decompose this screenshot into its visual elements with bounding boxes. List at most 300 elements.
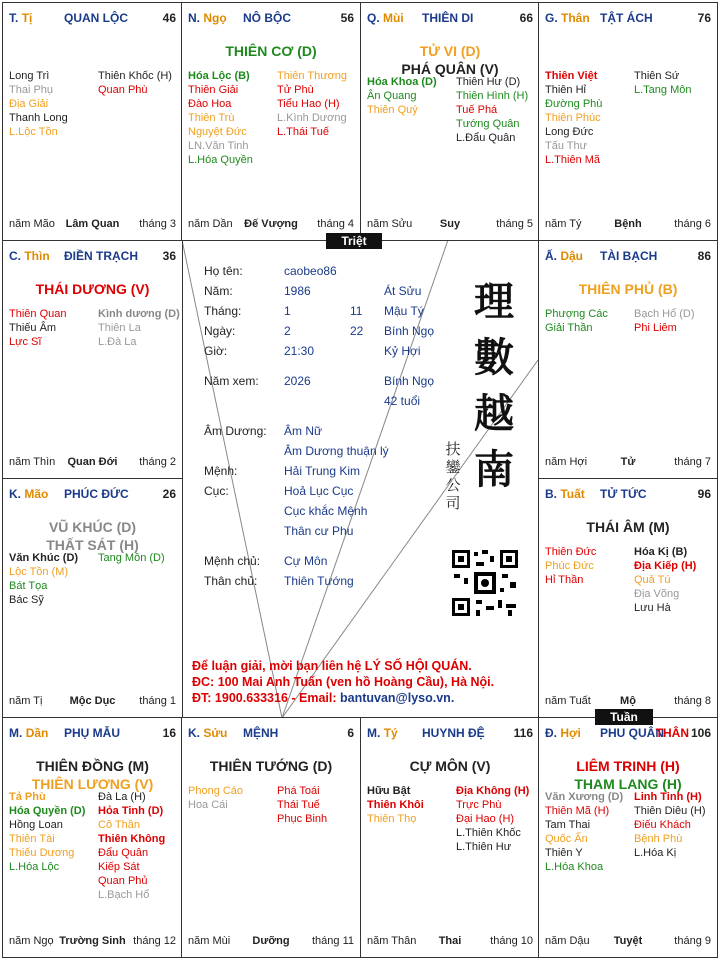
palace-age: 6 [347, 726, 354, 740]
value-ngay-can-chi: Bính Ngọ [384, 324, 435, 338]
palace-branch [9, 726, 48, 740]
palace-header [188, 726, 354, 742]
palace-header [367, 11, 533, 27]
palace-branch-name: Thìn [24, 249, 50, 263]
label-menh-chu: Mệnh chủ: [204, 554, 261, 568]
right-stars [98, 307, 180, 349]
minor-star: Lực Sĩ [9, 336, 42, 348]
minor-star: Phục Binh [277, 813, 328, 825]
palace-header [545, 11, 711, 27]
minor-star: L.Thiên Mã [545, 154, 601, 166]
minor-star: Thiên Trù [188, 112, 235, 124]
palace-year: năm Dần [188, 218, 233, 230]
minor-star: L.Hóa Kị [634, 847, 677, 859]
palace-footer [545, 456, 711, 470]
palace-ty[interactable] [360, 717, 540, 958]
minor-star: Ân Quang [367, 90, 417, 102]
palace-month: tháng 10 [490, 935, 533, 947]
minor-star: Thiên Y [545, 847, 583, 859]
palace-branch [188, 726, 227, 740]
value-cuc: Hoả Lục Cục [284, 484, 354, 498]
palace-month: tháng 7 [674, 456, 711, 468]
value-nam-xem-can-chi: Bính Ngọ [384, 374, 435, 388]
palace-footer [545, 218, 711, 232]
minor-star: Thiên Phúc [545, 112, 601, 124]
palace-stage: Đế Vượng [244, 218, 298, 230]
palace-age: 16 [162, 726, 176, 740]
left-stars [545, 307, 608, 335]
minor-star: L.Kình Dương [277, 112, 347, 124]
palace-branch [188, 11, 227, 25]
center-info-panel [182, 240, 538, 718]
palace-header [9, 11, 176, 27]
palace-year: năm Ngọ [9, 935, 54, 947]
minor-star: Bạch Hổ (D) [634, 308, 695, 320]
minor-star: Quan Phù [98, 84, 148, 96]
palace-suu[interactable] [181, 717, 361, 958]
main-star: VŨ KHÚC (D) [48, 519, 137, 535]
minor-star: Hoa Cái [188, 799, 228, 811]
palace-stage: Mộ [620, 695, 636, 707]
palace-stem: G. [545, 11, 558, 25]
minor-star: L.Thiên Khốc [456, 827, 521, 839]
minor-star: Phúc Đức [545, 560, 594, 572]
left-stars [9, 307, 66, 349]
minor-star: Bệnh Phù [634, 833, 683, 845]
left-stars [188, 784, 243, 812]
palace-footer [367, 935, 533, 949]
minor-star: Hóa Khoa (D) [367, 76, 437, 88]
seal-char: 數 [474, 334, 514, 381]
palace-branch [367, 11, 404, 25]
minor-star: L.Hóa Khoa [545, 861, 604, 873]
palace-branch-name: Dậu [560, 249, 584, 263]
main-star: THIÊN PHỦ (B) [578, 281, 678, 297]
palace-stem: Đ. [545, 726, 557, 740]
contact-line-2: ĐC: 100 Mai Anh Tuấn (ven hồ Hoàng Cầu), Hà Nội. [192, 675, 495, 689]
palace-footer [367, 218, 533, 232]
minor-star: Quả Tú [634, 574, 671, 586]
palace-header [188, 11, 354, 27]
minor-star: Hữu Bật [367, 785, 411, 797]
right-stars [456, 784, 529, 854]
palace-thin[interactable] [2, 240, 183, 479]
minor-star: Tả Phù [9, 791, 46, 803]
minor-star: Kình dương (D) [98, 308, 180, 320]
palace-branch [545, 487, 585, 501]
label-am-duong: Âm Dương: [204, 424, 267, 438]
palace-age: 56 [340, 11, 354, 25]
minor-star: Hỉ Thần [545, 574, 584, 586]
palace-month: tháng 4 [317, 218, 354, 230]
minor-star: Thiên Thọ [367, 813, 417, 825]
minor-star: Giải Thần [545, 322, 593, 334]
value-gio: 21:30 [284, 344, 315, 358]
minor-star: Văn Khúc (D) [9, 552, 79, 564]
palace-footer [9, 456, 176, 470]
value-thang-am: 11 [350, 304, 363, 318]
palace-branch [9, 11, 32, 25]
main-star: THÁI DƯƠNG (V) [35, 281, 150, 297]
main-star: THIÊN CƠ (D) [225, 43, 317, 59]
left-stars [9, 551, 78, 607]
minor-star: L.Hóa Quyền [188, 154, 253, 166]
minor-star: Địa Không (H) [456, 785, 530, 797]
palace-name: PHỤ MẪU [64, 726, 120, 740]
minor-star: Thiên Giải [188, 84, 239, 96]
palace-header [367, 726, 533, 742]
palace-month: tháng 5 [496, 218, 533, 230]
minor-star: Thai Phụ [9, 84, 54, 96]
palace-year: năm Mão [9, 218, 55, 230]
palace-name: THIÊN DI [422, 11, 474, 25]
palace-name: TÀI BẠCH [600, 249, 658, 263]
right-stars [98, 69, 172, 97]
vertical-seal-char: 鑾 [445, 458, 461, 476]
minor-star: Tiểu Hao (H) [277, 98, 340, 110]
palace-year: năm Dậu [545, 935, 590, 947]
minor-star: Thiên Đức [545, 546, 597, 558]
left-stars [9, 790, 85, 874]
palace-age: 86 [697, 249, 711, 263]
value-menh: Hải Trung Kim [284, 464, 361, 478]
palace-month: tháng 8 [674, 695, 711, 707]
palace-footer [545, 695, 711, 709]
minor-star: Bác Sỹ [9, 594, 44, 606]
left-stars [545, 69, 602, 167]
minor-star: Trực Phù [456, 799, 502, 811]
minor-star: L.Thái Tuế [277, 126, 329, 138]
palace-hoi[interactable] [538, 717, 718, 958]
palace-month: tháng 2 [139, 456, 176, 468]
minor-star: Địa Kiếp (H) [634, 560, 697, 572]
palace-name: PHU QUÂN [600, 726, 665, 740]
minor-star: Long Đức [545, 126, 594, 138]
value-gio-can-chi: Kỷ Hợi [384, 344, 421, 358]
minor-star: Hóa Quyền (D) [9, 805, 86, 817]
value-am-duong: Âm Nữ [284, 424, 323, 438]
contact-line-1: Để luận giải, mời bạn liên hệ LÝ SỐ HỘI QUÁN. [192, 659, 472, 673]
palace-branch-name: Sửu [203, 726, 228, 740]
palace-stage: Trường Sinh [59, 935, 126, 947]
palace-age: 66 [519, 11, 533, 25]
main-star: THẤT SÁT (H) [46, 537, 139, 553]
minor-star: Thiếu Âm [9, 322, 57, 334]
palace-header [9, 249, 176, 265]
right-stars [277, 784, 327, 826]
palace-stage: Suy [439, 218, 461, 230]
palace-branch-name: Mùi [383, 11, 404, 25]
palace-stem: N. [188, 11, 200, 25]
palace-year: năm Thân [367, 935, 417, 947]
value-menh-chu: Cự Môn [284, 554, 328, 568]
value-ho-ten: caobeo86 [284, 264, 337, 278]
palace-year: năm Tuất [545, 695, 591, 707]
palace-year: năm Tý [545, 218, 582, 230]
right-stars [634, 545, 696, 615]
palace-year: năm Hợi [545, 456, 588, 468]
main-star: TỬ VI (D) [419, 43, 481, 59]
minor-star: Phá Toái [277, 785, 320, 797]
minor-star: Phi Liêm [634, 322, 677, 334]
minor-star: L.Bạch Hổ [98, 889, 150, 901]
minor-star: Tử Phù [277, 84, 314, 96]
minor-star: L.Thiên Hư [456, 841, 512, 853]
minor-star: Thanh Long [9, 112, 68, 124]
main-star: THAM LANG (H) [574, 776, 682, 792]
palace-year: năm Mùi [188, 935, 231, 947]
minor-star: Cô Thần [98, 819, 140, 831]
minor-star: Địa Giải [9, 98, 49, 110]
contact-line-3 [192, 690, 532, 706]
palace-month: tháng 9 [674, 935, 711, 947]
left-stars [9, 69, 68, 139]
seal-char: 越 [474, 390, 514, 437]
palace-branch [367, 726, 398, 740]
value-ngay: 2 [284, 324, 291, 338]
minor-star: Phong Cáo [188, 785, 244, 797]
minor-star: Thiên Thương [277, 70, 348, 82]
qr-code-icon[interactable] [450, 548, 520, 618]
minor-star: L.Đà La [98, 336, 137, 348]
palace-name: TẬT ÁCH [600, 11, 653, 25]
label-menh: Mệnh: [204, 464, 238, 478]
minor-star: Thiên Tài [9, 833, 55, 845]
than-tag: THÂN [655, 726, 689, 740]
main-star: THIÊN LƯƠNG (V) [31, 776, 154, 792]
right-stars [277, 69, 347, 139]
label-than-chu: Thân chủ: [204, 574, 258, 588]
minor-star: Thiên Không [98, 833, 166, 845]
palace-stage: Tử [620, 456, 636, 468]
palace-header [545, 249, 711, 265]
minor-star: Thiên Sứ [634, 70, 680, 82]
palace-name: MỆNH [243, 726, 279, 740]
palace-mao[interactable] [2, 478, 183, 718]
palace-branch-name: Tuất [560, 487, 585, 501]
minor-star: Bát Tọa [9, 580, 48, 592]
label-cuc: Cục: [204, 484, 229, 498]
palace-age: 36 [162, 249, 176, 263]
palace-mui[interactable] [360, 2, 540, 241]
value-thang-can-chi: Mậu Tý [384, 304, 424, 318]
palace-age: 26 [162, 487, 176, 501]
palace-stage: Thai [438, 935, 462, 947]
minor-star: Thái Tuế [277, 799, 320, 811]
value-thang: 1 [284, 304, 291, 318]
vertical-seal-text [444, 440, 462, 512]
contact-info [192, 658, 532, 706]
minor-star: Thiên Khốc (H) [98, 70, 172, 82]
palace-year: năm Sửu [367, 218, 413, 230]
left-stars [367, 784, 424, 826]
palace-stage: Lâm Quan [65, 218, 120, 230]
triet-tag: Triệt [326, 233, 382, 249]
minor-star: Lưu Hà [634, 602, 671, 614]
palace-tuat[interactable] [538, 478, 718, 718]
palace-name: QUAN LỘC [64, 11, 128, 25]
palace-age: 106 [690, 726, 711, 740]
minor-star: Điếu Khách [634, 819, 691, 831]
minor-star: Thiên La [98, 322, 141, 334]
minor-star: Thiếu Dương [9, 847, 75, 859]
main-star: THÁI ÂM (M) [586, 519, 670, 535]
left-stars [545, 545, 596, 587]
value-tuoi: 42 tuổi [384, 394, 421, 408]
minor-star: Tuế Phá [456, 104, 498, 116]
label-nam: Năm: [204, 284, 233, 298]
minor-star: Hóa Lộc (B) [188, 70, 250, 82]
calligraphy-seal [452, 274, 536, 498]
palace-footer [545, 935, 711, 949]
palace-branch [9, 487, 48, 501]
palace-age: 116 [513, 726, 533, 740]
tuan-tag: Tuần [595, 709, 653, 725]
label-thang: Tháng: [204, 304, 242, 318]
palace-month: tháng 12 [133, 935, 176, 947]
minor-star: Quốc Ấn [545, 833, 588, 845]
main-star: LIÊM TRINH (H) [576, 758, 680, 774]
minor-star: Hồng Loan [9, 819, 63, 831]
minor-star: Tang Môn (D) [98, 552, 165, 564]
palace-stem: B. [545, 487, 557, 501]
value-nam-xem: 2026 [284, 374, 311, 388]
label-nam-xem: Năm xem: [204, 374, 259, 388]
palace-ti[interactable] [2, 2, 183, 241]
label-ngay: Ngày: [204, 324, 236, 338]
palace-stage: Tuyệt [613, 935, 643, 947]
palace-than[interactable] [538, 2, 718, 241]
label-ho-ten: Họ tên: [204, 264, 243, 278]
palace-name: ĐIỀN TRẠCH [64, 249, 138, 263]
palace-branch-name: Tị [21, 11, 33, 25]
seal-char: 理 [474, 278, 514, 325]
minor-star: Đẩu Quân [98, 847, 149, 859]
palace-stem: C. [9, 249, 21, 263]
palace-branch [545, 11, 590, 25]
minor-star: Nguyệt Đức [188, 126, 247, 138]
palace-branch [545, 249, 583, 263]
minor-star: Tướng Quân [456, 118, 520, 130]
right-stars [98, 790, 165, 902]
vertical-seal-char: 司 [445, 494, 461, 512]
value-cuc-2: Cục khắc Mệnh [284, 504, 368, 518]
palace-branch [545, 726, 581, 740]
palace-year: năm Thìn [9, 456, 56, 468]
minor-star: Tam Thai [545, 819, 591, 831]
minor-star: Đà La (H) [98, 791, 146, 803]
palace-stem: M. [367, 726, 381, 740]
minor-star: Hỏa Tinh (D) [98, 805, 164, 817]
value-than-chu: Thiên Tướng [284, 574, 354, 588]
minor-star: Long Trì [9, 70, 50, 82]
minor-star: Tấu Thư [545, 140, 588, 152]
minor-star: L.Lộc Tồn [9, 126, 58, 138]
palace-footer [9, 695, 176, 709]
palace-footer [188, 218, 354, 232]
palace-stage: Mộc Dục [69, 695, 116, 707]
label-gio: Giờ: [204, 344, 228, 358]
palace-age: 96 [697, 487, 711, 501]
palace-branch-name: Thân [561, 11, 590, 25]
palace-dan[interactable] [2, 717, 183, 958]
palace-name: TỬ TỨC [600, 487, 647, 501]
palace-name: PHÚC ĐỨC [64, 487, 129, 501]
palace-month: tháng 6 [674, 218, 711, 230]
minor-star: Thiên Hình (H) [456, 90, 529, 102]
left-stars [367, 75, 437, 117]
minor-star: Linh Tinh (H) [634, 791, 702, 803]
palace-stem: K. [9, 487, 21, 501]
minor-star: Thiên Việt [545, 70, 598, 82]
palace-dau[interactable] [538, 240, 718, 479]
minor-star: L.Hóa Lộc [9, 861, 60, 873]
palace-header [545, 487, 711, 503]
contact-phone: ĐT: 1900.633316 - Email: [192, 691, 340, 705]
vertical-seal-char: 公 [445, 476, 461, 494]
minor-star: Đường Phù [545, 98, 603, 110]
palace-stem: Ấ. [545, 249, 557, 263]
main-star: PHÁ QUÂN (V) [401, 61, 499, 77]
main-star: THIÊN ĐỒNG (M) [36, 758, 149, 774]
palace-stage: Quan Đới [67, 456, 118, 468]
palace-branch-name: Tý [383, 726, 398, 740]
palace-stage: Bệnh [614, 218, 642, 230]
minor-star: Phượng Các [545, 308, 608, 320]
value-ngay-am: 22 [350, 324, 364, 338]
minor-star: Thiên Hư (D) [456, 76, 521, 88]
minor-star: Văn Xương (D) [545, 791, 624, 803]
palace-month: tháng 1 [139, 695, 176, 707]
palace-header [9, 487, 176, 503]
main-star: CỰ MÔN (V) [409, 758, 491, 774]
main-star: THIÊN TƯỚNG (D) [209, 758, 333, 774]
palace-stem: M. [9, 726, 23, 740]
palace-name: HUYNH ĐỆ [422, 726, 485, 740]
left-stars [545, 790, 623, 874]
minor-star: Thiên Quý [367, 104, 418, 116]
minor-star: Hóa Kị (B) [634, 546, 688, 558]
minor-star: L.Tang Môn [634, 84, 692, 96]
minor-star: Thiên Quan [9, 308, 67, 320]
minor-star: Thiên Diêu (H) [634, 805, 706, 817]
palace-branch-name: Dần [25, 726, 49, 740]
right-stars [634, 69, 691, 97]
minor-star: Thiên Hỉ [545, 84, 586, 96]
left-stars [188, 69, 253, 167]
palace-branch-name: Hợi [560, 726, 581, 740]
minor-star: L.Đẩu Quân [456, 132, 516, 144]
palace-branch-name: Mão [24, 487, 49, 501]
value-cuc-3: Thân cư Phu [284, 524, 354, 538]
palace-footer [188, 935, 354, 949]
contact-email-link[interactable]: bantuvan@lyso.vn. [340, 691, 455, 705]
right-stars [634, 307, 695, 335]
right-stars [98, 551, 165, 565]
value-nam-can-chi: Át Sửu [384, 284, 422, 298]
palace-stem: T. [9, 11, 19, 25]
palace-age: 46 [162, 11, 176, 25]
minor-star: Đào Hoa [188, 98, 232, 110]
palace-header [9, 726, 176, 742]
value-am-duong-2: Âm Dương thuận lý [284, 444, 389, 458]
palace-branch-name: Ngọ [203, 11, 227, 25]
value-nam: 1986 [284, 284, 311, 298]
vertical-seal-char: 扶 [445, 440, 461, 458]
palace-ngo[interactable] [181, 2, 361, 241]
palace-stem: Q. [367, 11, 380, 25]
palace-branch [9, 249, 50, 263]
